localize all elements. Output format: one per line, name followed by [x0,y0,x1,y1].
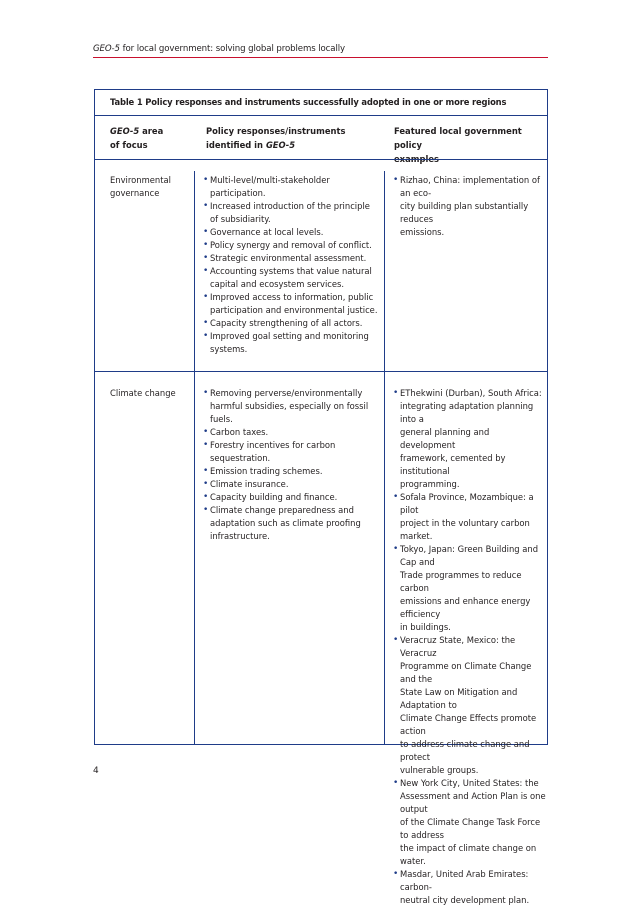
response-item-line: adaptation such as climate proofing [210,518,361,528]
example-item [394,174,546,239]
running-header [93,44,548,54]
response-item [204,439,382,465]
response-item [204,478,382,491]
example-item-line: Trade programmes to reduce carbon [400,570,522,593]
row-climate-responses [204,387,382,543]
col-head-responses-line2: identified in GEO-5 [206,140,296,150]
response-item-line: • Capacity strengthening of all actors. [210,318,363,328]
policy-table [94,89,548,905]
example-item-line: Climate Change Effects promote action [400,713,537,736]
col-head-responses-geo5: GEO-5 [265,140,296,150]
response-list [204,387,382,543]
example-item-line: • EThekwini (Durban), South Africa: [400,388,542,398]
response-item-line: harmful subsidies, especially on fossil [210,401,369,411]
example-item-line: • Veracruz State, Mexico: the Veracruz [400,635,516,658]
example-item [394,387,546,491]
running-header-text: for local government: solving global problems locally [119,44,346,54]
response-item-line: systems. [210,344,248,354]
response-item-line: • Accounting systems that value natural [210,266,372,276]
response-item-line: • Improved goal setting and monitoring [210,331,369,341]
response-item [204,252,382,265]
response-item-line: • Improved access to information, public [210,292,374,302]
response-item [204,387,382,426]
response-item [204,504,382,543]
example-item [394,543,546,634]
response-item [204,239,382,252]
title-divider [95,115,547,116]
example-item [394,777,546,868]
response-item [204,426,382,439]
response-item [204,226,382,239]
response-item-line: fuels. [210,414,233,424]
example-item-line: State Law on Mitigation and Adaptation to [400,687,518,710]
example-item-line: Programme on Climate Change and the [400,661,532,684]
table-title: Table 1 Policy responses and instruments successfully adopted in one or more regions [110,97,507,107]
response-item-line: infrastructure. [210,531,270,541]
response-item-line: • Governance at local levels. [210,227,324,237]
example-item [394,634,546,777]
response-list [204,174,382,356]
response-item-line: sequestration. [210,453,271,463]
header-divider [95,159,547,160]
example-item-line: • Rizhao, China: implementation of an eco- [400,175,540,198]
response-item-line: • Climate change preparedness and [210,505,354,515]
example-item-line: neutral city development plan. [400,895,530,905]
col-head-examples-line2: examples [394,154,439,164]
example-item-line: emissions. [400,227,445,237]
response-item-line: of subsidiarity. [210,214,271,224]
row-climate-examples [394,387,546,907]
example-list [394,387,546,907]
col-head-area-geo5: GEO-5 [110,126,140,136]
response-item-line: capital and ecosystem services. [210,279,345,289]
page-number: 4 [93,766,99,776]
col-head-responses [206,124,386,152]
example-item-line: of the Climate Change Task Force to address [400,817,541,840]
example-item-line: city building plan substantially reduces [400,201,529,224]
row-environmental-responses [204,174,382,356]
row-environmental-area [110,174,190,200]
response-item-line: • Climate insurance. [210,479,289,489]
response-item-line: • Multi-level/multi-stakeholder [210,175,330,185]
response-item-line: • Removing perverse/environmentally [210,388,363,398]
example-item-line: general planning and development [400,427,490,450]
col-head-area-line1: GEO-5 area [110,126,164,136]
row-environmental-examples [394,174,546,239]
response-item-line: • Carbon taxes. [210,427,269,437]
response-item [204,200,382,226]
example-item-line: • Sofala Province, Mozambique: a pilot [400,492,534,515]
response-item-line: • Increased introduction of the principle [210,201,370,211]
header-rule [93,57,548,58]
example-item-line: integrating adaptation planning into a [400,401,534,424]
example-item [394,868,546,907]
row-divider [95,371,547,372]
example-item-line: Assessment and Action Plan is one output [400,791,546,814]
response-item-line: • Policy synergy and removal of conflict. [210,240,372,250]
col-head-area [110,124,200,152]
example-item-line: framework, cemented by institutional [400,453,506,476]
example-item-line: project in the voluntary carbon market. [400,518,530,541]
example-item-line: emissions and enhance energy efficiency [400,596,531,619]
response-item [204,265,382,291]
response-item [204,291,382,317]
response-item-line: participation. [210,188,266,198]
running-header-italic: GEO-5 [93,44,120,54]
example-item-line: to address climate change and protect [400,739,530,762]
col-divider-1 [194,171,195,744]
response-item-line: • Forestry incentives for carbon [210,440,336,450]
response-item-line: • Strategic environmental assessment. [210,253,367,263]
example-item [394,491,546,543]
example-item-line: vulnerable groups. [400,765,479,775]
col-divider-2 [384,171,385,744]
response-item [204,174,382,200]
area-line: Environmental [110,175,171,185]
col-head-area-line2: of focus [110,140,148,150]
area-line: Climate change [110,388,176,398]
response-item-line: • Capacity building and finance. [210,492,338,502]
response-item-line: participation and environmental justice. [210,305,378,315]
example-item-line: • Masdar, United Arab Emirates: carbon- [400,869,529,892]
response-item [204,330,382,356]
example-item-line: programming. [400,479,460,489]
response-item [204,465,382,478]
example-item-line: • Tokyo, Japan: Green Building and Cap and [400,544,539,567]
area-line: governance [110,188,160,198]
col-head-examples-line1: Featured local government policy [394,126,522,150]
row-climate-area [110,387,190,400]
response-item [204,317,382,330]
example-item-line: • New York City, United States: the [400,778,539,788]
example-item-line: in buildings. [400,622,451,632]
response-item-line: • Emission trading schemes. [210,466,323,476]
col-head-responses-line1: Policy responses/instruments [206,126,346,136]
example-list [394,174,546,239]
example-item-line: the impact of climate change on water. [400,843,537,866]
response-item [204,491,382,504]
